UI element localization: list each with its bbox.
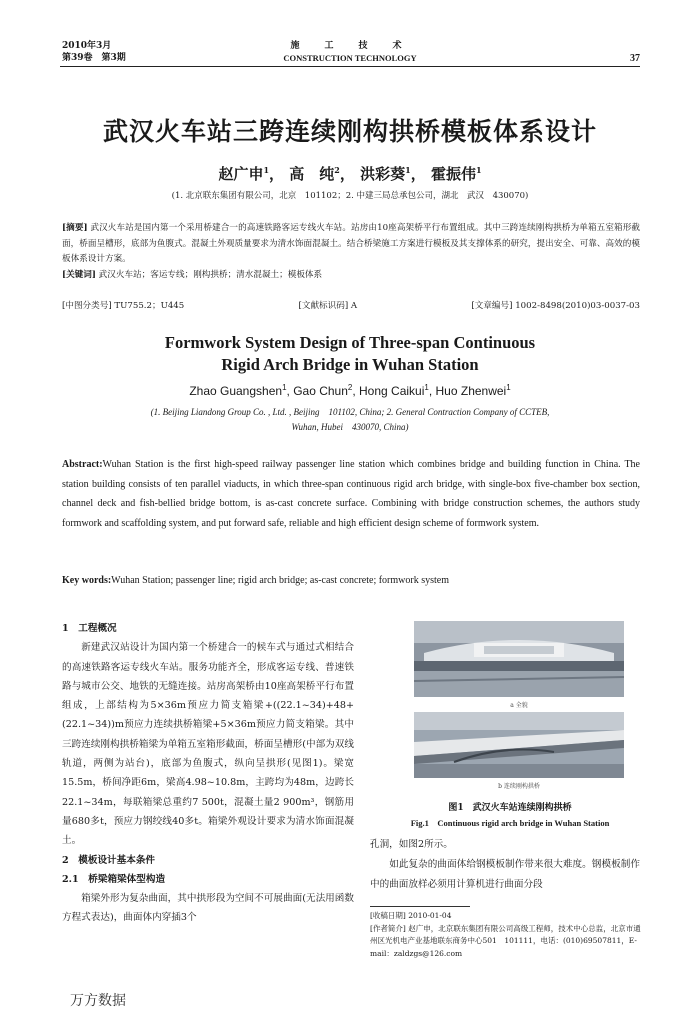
- abstract-en-text: Wuhan Station is the first high-speed railway passenger line station which combines bridge and building function in China. The station building consists of ten parallel viaducts, in which three-span continuous rigid arch bridge, with single-box five-chamber box section, channel deck and fish-bellied bridge bottom, is as-cast concrete surface. Combining with bridge construction schemes, the authors study formwork and scaffolding system, and put forward safe, reliable and high efficient design scheme of formwork system.: [62, 459, 640, 529]
- clc-number: [中图分类号] TU755.2；U445: [62, 301, 185, 311]
- abstract-cn: [62, 221, 640, 268]
- received-date: [收稿日期] 2010-01-04: [370, 911, 452, 920]
- issue-date: 2010年3月: [62, 41, 112, 51]
- author-affil-mark: 1: [424, 383, 429, 392]
- keywords-en: [62, 575, 640, 586]
- author-affil-mark: 1: [405, 165, 411, 175]
- author-name-cn: 洪彩葵: [360, 165, 406, 183]
- keywords-cn-label: [关键词]: [62, 269, 96, 280]
- article-number: [文章编号] 1002-8498(2010)03-0037-03: [471, 301, 640, 311]
- figure-photo-overview: [414, 621, 624, 697]
- abstract-cn-label: [摘要]: [62, 223, 88, 233]
- section-heading: 2 模板设计基本条件: [62, 854, 156, 866]
- figure-caption-cn: 图1 武汉火车站连续刚构拱桥: [448, 803, 572, 813]
- database-watermark: 万方数据: [70, 993, 126, 1009]
- body-paragraph: 如此复杂的曲面体给钢模板制作带来很大难度。钢模板制作中的曲面放样必须用计算机进行曲面分段: [370, 859, 640, 890]
- author-name-cn: 霍振伟: [430, 165, 476, 183]
- author-affil-mark: 1: [282, 383, 287, 392]
- journal-name-cn: 施 工 技 术: [290, 41, 410, 51]
- footnote-block: [370, 910, 645, 960]
- author-affil-mark: 1: [506, 383, 511, 392]
- body-left-column: [62, 619, 354, 928]
- abstract-en-label: Abstract:: [62, 459, 103, 470]
- affiliation-en: [60, 405, 640, 435]
- classification-row: [62, 299, 640, 311]
- author-affil-mark: 1: [475, 165, 482, 175]
- author-name-en: Hong Caikui: [359, 384, 425, 398]
- affiliation-en-line: (1. Beijing Liandong Group Co. , Ltd. , Beijing 101102, China; 2. General Contraction Company of CCTEB,: [150, 407, 550, 417]
- author-name-en: Gao Chun: [293, 384, 348, 398]
- section-heading: 1 工程概况: [62, 623, 117, 634]
- running-header-center: [250, 40, 450, 64]
- figure-photo-arch-bridge: [414, 712, 624, 778]
- title-en-line: Rigid Arch Bridge in Wuhan Station: [221, 355, 479, 374]
- keywords-en-label: Key words:: [62, 575, 112, 586]
- author-affil-mark: 2: [334, 165, 340, 175]
- issue-volume: 第39卷 第3期: [62, 53, 126, 63]
- author-name-en: Huo Zhenwei: [435, 384, 507, 398]
- subsection-heading: 2.1 桥梁箱梁体型构造: [62, 873, 166, 885]
- affiliation-en-line: Wuhan, Hubei 430070, China): [291, 422, 409, 432]
- figure-subcaption-b: b 连续刚构拱桥: [498, 783, 540, 790]
- author-affil-mark: 1: [263, 165, 270, 175]
- header-rule: [60, 66, 640, 67]
- author-name-cn: 高 纯: [289, 165, 335, 183]
- body-paragraph: 新建武汉站设计为国内第一个桥建合一的候车式与通过式相结合的高速铁路客运专线火车站。服务功能齐全，形成客运专线、普速铁路与城市公交、地铁的无缝连接。站房高架桥由10座高架桥平行布置组成，上部结构为5×36m预应力简支箱梁+((22.1~34)+48+(22.1~34))m预应力连续拱桥箱梁+5×36m预应力简支箱梁。其中三跨连续刚构拱桥箱梁为单箱五室箱形截面，桥面呈槽形(中部为双线轨道，两侧为站台)，底部为鱼腹式，纵向呈拱形(见图1)。梁宽15.5m，桥间净距6m，梁高4.98~10.8m，主跨均为48m，边跨长22.1~34m，每联箱梁总重约7 500t，混凝土量2 900m³，钢筋用量680多t，预应力钢绞线40多t。箱梁外观设计要求为清水饰面混凝土。: [62, 642, 354, 847]
- abstract-en: [62, 455, 640, 533]
- journal-name-en: CONSTRUCTION TECHNOLOGY: [283, 53, 417, 63]
- document-code: [文献标识码] A: [298, 301, 358, 311]
- abstract-cn-text: 武汉火车站是国内第一个采用桥建合一的高速铁路客运专线火车站。站房由10座高架桥平行布置组成。其中三跨连续刚构拱桥为单箱五室箱形截面，桥面呈槽形，底部为鱼腹式。混凝土外观质量要求为清水饰面混凝土。结合桥梁施工方案进行模板及其支撑体系的研究，提出安全、可靠、高效的模板体系设计方案。: [62, 223, 640, 264]
- author-list-cn: 赵广申$^1$， 高 纯$^2$， 洪彩葵$^1$， 霍振伟$^1$: [218, 165, 482, 183]
- running-header-left: [62, 40, 126, 64]
- affiliation-cn: (1. 北京联东集团有限公司，北京 101102；2. 中建三局总承包公司，湖北 武汉 430070): [171, 191, 529, 201]
- author-bio: [作者简介] 赵广申，北京联东集团有限公司高级工程师，技术中心总监，北京市通州区光机电产业基地联东商务中心501 101111，电话：(010)69507811，E-mail：zaldzgs@126.com: [370, 923, 641, 958]
- arch-bridge-image: [414, 712, 624, 778]
- station-overview-image: [414, 621, 624, 697]
- article-title-cn: 武汉火车站三跨连续刚构拱桥模板体系设计: [102, 117, 597, 146]
- keywords-cn-text: 武汉火车站；客运专线；刚构拱桥；清水混凝土；模板体系: [98, 269, 323, 280]
- figure-subcaption-a: a 全貌: [510, 702, 528, 709]
- keywords-en-text: Wuhan Station; passenger line; rigid arch bridge; as-cast concrete; formwork system: [111, 575, 449, 586]
- body-paragraph: 箱梁外形为复杂曲面，其中拱形段为空间不可展曲面(无法用函数方程式表达)，曲面体内穿插3个: [62, 893, 354, 924]
- body-paragraph: 孔洞，如图2所示。: [370, 839, 453, 850]
- author-affil-mark: 2: [347, 383, 353, 392]
- title-en-line: Formwork System Design of Three-span Continuous: [164, 333, 536, 352]
- footnote-rule: [370, 906, 470, 907]
- article-title-en: [60, 332, 640, 376]
- figure-caption-en: Fig.1 Continuous rigid arch bridge in Wuhan Station: [410, 818, 610, 828]
- author-name-en: Zhao Guangshen: [189, 384, 283, 398]
- body-right-column: [370, 835, 640, 895]
- keywords-cn: [62, 268, 640, 284]
- author-list-en: Zhao Guangshen$^1$, Gao Chun$^2$, Hong Caikui$^1$, Huo Zhenwei$^1$: [189, 383, 511, 398]
- author-name-cn: 赵广申: [218, 165, 264, 183]
- page-number: 37: [630, 53, 640, 64]
- abstract-cn-block: [62, 221, 640, 283]
